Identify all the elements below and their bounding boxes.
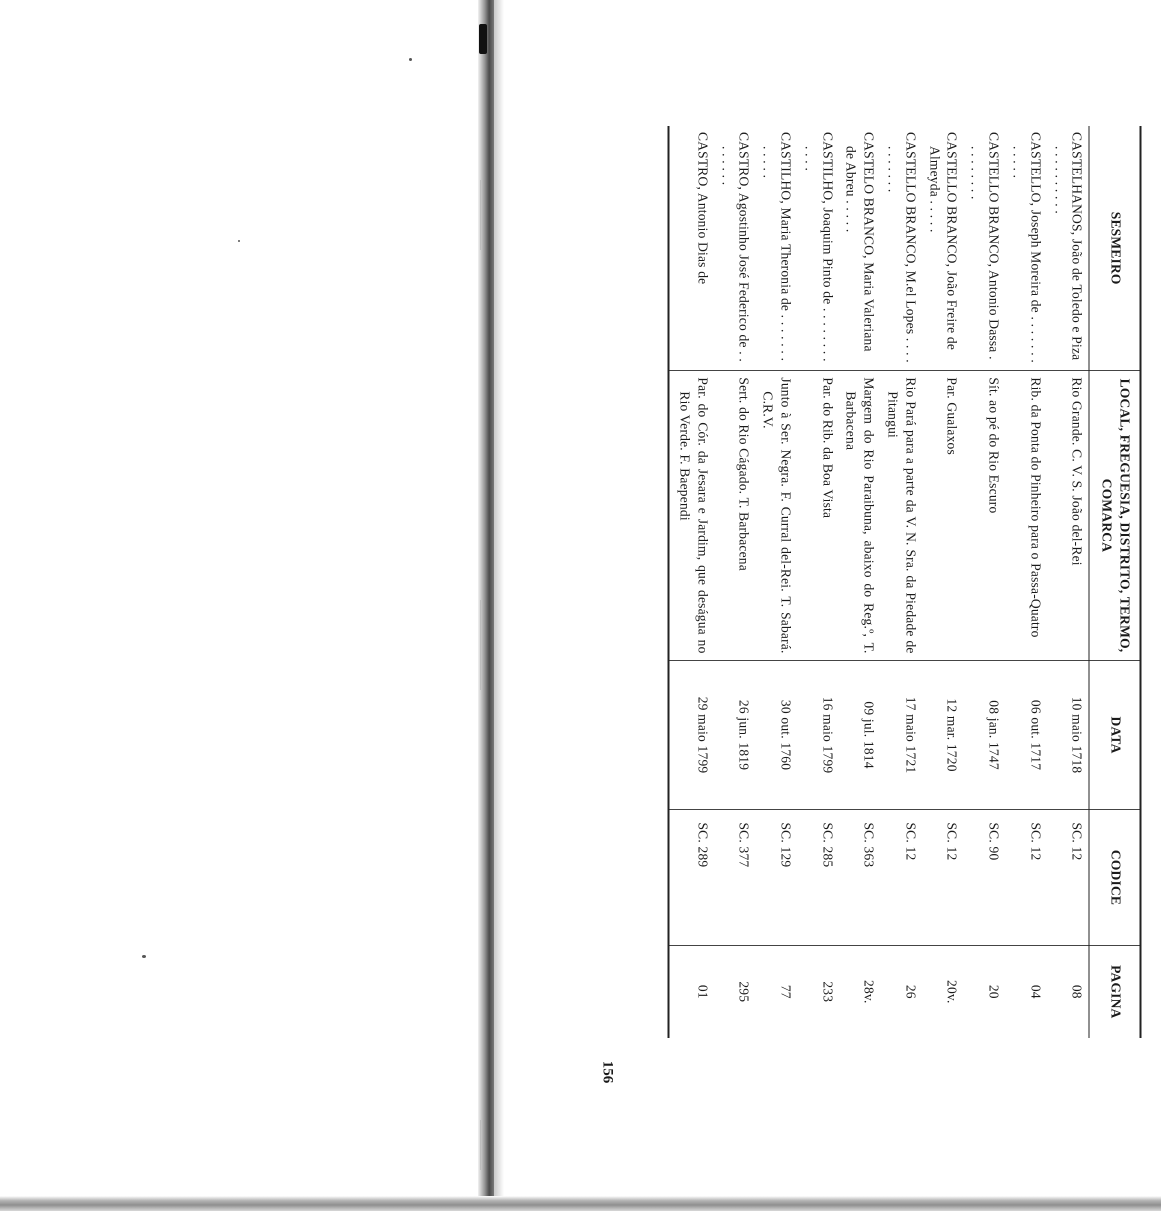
cell-pagina: 20v. (922, 945, 964, 1038)
cell-codice: SC. 129 (756, 810, 798, 945)
cell-local: Rib. da Ponta do Pinheiro para o Passa-Quatro (1006, 371, 1048, 660)
cell-data: 09 jul. 1814 (839, 660, 881, 810)
header-sesmeiro: SESMEIRO (1089, 126, 1140, 371)
dust-speck (142, 955, 146, 958)
cell-data: 10 maio 1718 (1047, 660, 1089, 810)
cell-local: Par. do Cór. da Jesara e Jardim, que deságua no Rio Verde. F. Baependi (669, 371, 715, 660)
page-bottom-edge (0, 1196, 1161, 1211)
cell-sesmeiro: CASTRO, Antonio Dias de (669, 126, 715, 371)
cell-pagina: 26 (881, 945, 923, 1038)
cell-sesmeiro: CASTILHO, Joaquim Pinto de . . . . . . . . . . . . (802, 132, 836, 362)
header-data: DATA (1089, 660, 1140, 810)
scan-line (480, 180, 481, 250)
cell-sesmeiro: CASTELLO BRANCO, Antonio Dassa . . . . . . . . . (968, 132, 1002, 360)
cell-codice: SC. 12 (1047, 810, 1089, 945)
cell-data: 16 maio 1799 (798, 660, 840, 810)
cell-pagina: 233 (798, 945, 840, 1038)
cell-local: Sert. do Rio Cágado. T. Barbacena (714, 371, 756, 660)
table-row (798, 126, 840, 1038)
cell-data: 30 out. 1760 (756, 660, 798, 810)
cell-local: Rio Pará para a parte da V. N. Sra. da Piedade de Pitangui (881, 371, 923, 660)
cell-sesmeiro: CASTELO BRANCO, Maria Valeriana de Abreu . . . . . (843, 132, 877, 352)
cell-pagina: 295 (714, 945, 756, 1038)
cell-data: 08 jan. 1747 (964, 660, 1006, 810)
cell-codice: SC. 363 (839, 810, 881, 945)
cell-pagina: 04 (1006, 945, 1048, 1038)
table-row (839, 126, 881, 1038)
table-row (964, 126, 1006, 1038)
binding-mark (479, 24, 487, 54)
cell-sesmeiro: CASTELLO BRANCO, M.el Lopes . . . . . . . . . . . (885, 132, 919, 363)
table-row (714, 126, 756, 1038)
header-local: LOCAL, FREGUESIA, DISTRITO, TERMO, COMARCA (1089, 371, 1140, 660)
cell-sesmeiro: CASTILHO, Maria Theronia de . . . . . . . . . . . . (760, 132, 794, 362)
cell-data: 12 mar. 1720 (922, 660, 964, 810)
header-row (1089, 126, 1140, 1038)
table-header (1089, 126, 1140, 1038)
table-body (669, 126, 1090, 1038)
page-number: 156 (599, 1060, 616, 1084)
scan-line (480, 1120, 481, 1170)
cell-data: 06 out. 1717 (1006, 660, 1048, 810)
cell-pagina: 01 (669, 945, 715, 1038)
cell-local: Par. do Rib. da Boa Vista (798, 371, 840, 660)
cell-pagina: 28v. (839, 945, 881, 1038)
cell-codice: SC. 12 (881, 810, 923, 945)
sesmarias-table-container (607, 126, 1142, 1038)
table-row (922, 126, 964, 1038)
cell-codice: SC. 12 (1006, 810, 1048, 945)
table-row (1006, 126, 1048, 1038)
cell-sesmeiro: CASTELHANOS, João de Toledo e Piza . . . . . . . . . . (1052, 132, 1085, 361)
table-row (881, 126, 923, 1038)
table-row (669, 126, 715, 1038)
cell-pagina: 08 (1047, 945, 1089, 1038)
cell-sesmeiro: CASTELLO, Joseph Moreira de . . . . . . . . . . . . (1010, 132, 1044, 363)
cell-sesmeiro: CASTELLO BRANCO, João Freire de Almeyda . . . . . (927, 132, 960, 351)
dust-speck (238, 240, 240, 242)
cell-local: Par. Gualaxos (922, 371, 964, 660)
cell-pagina: 77 (756, 945, 798, 1038)
cell-pagina: 20 (964, 945, 1006, 1038)
sesmarias-table (668, 126, 1142, 1038)
cell-local: Junto à Ser. Negra. F. Curral del-Rei. T. Sabará. C.R.V. (756, 371, 798, 660)
cell-codice: SC. 377 (714, 810, 756, 945)
cell-data: 17 maio 1721 (881, 660, 923, 810)
table-row (756, 126, 798, 1038)
cell-local: Margem do Rio Paraibuna, abaixo do Reg.º, T. Barbacena (839, 371, 881, 660)
cell-data: 29 maio 1799 (669, 660, 715, 810)
cell-local: Rio Grande. C. V. S. João del-Rei (1047, 371, 1089, 660)
cell-local: Sít. ao pé do Rio Escuro (964, 371, 1006, 660)
cell-codice: SC. 90 (964, 810, 1006, 945)
cell-codice: SC. 285 (798, 810, 840, 945)
table-row (1047, 126, 1089, 1038)
scan-line (480, 600, 481, 690)
cell-codice: SC. 12 (922, 810, 964, 945)
cell-data: 26 jun. 1819 (714, 660, 756, 810)
gutter-shadow (494, 0, 504, 1211)
dust-speck (409, 58, 412, 61)
header-codice: CODICE (1089, 810, 1140, 945)
cell-sesmeiro: CASTRO, Agostinho José Federico de . . . . . . . . (719, 132, 752, 362)
header-pagina: PAGINA (1089, 945, 1140, 1038)
cell-codice: SC. 289 (669, 810, 715, 945)
